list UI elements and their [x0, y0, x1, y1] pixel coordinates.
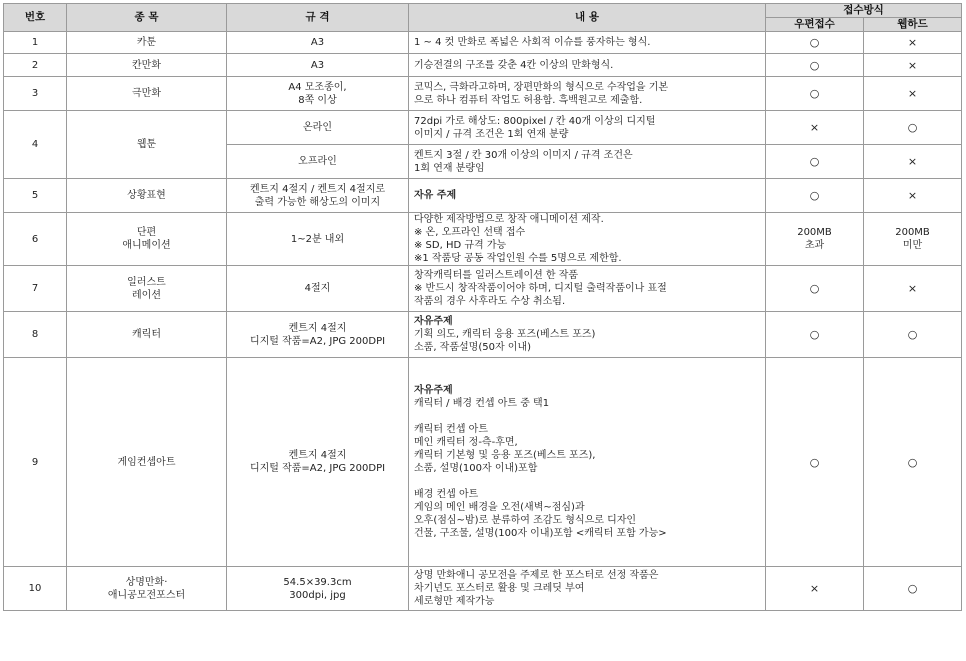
- entry-mail-line: 200MB: [797, 227, 832, 238]
- entry-content-line: 으로 하나 컴퓨터 작업도 허용함. 흑백원고로 제출함.: [414, 94, 643, 106]
- table-row: [4, 312, 962, 358]
- entry-category: [67, 266, 227, 312]
- entry-category-line: 웹툰: [136, 139, 157, 150]
- entry-content-line: 배경 컨셉 아트: [414, 489, 479, 500]
- entry-content-line: ※ 반드시 창작작품이어야 하며, 디지털 출력작품이나 표절: [414, 283, 667, 294]
- entry-mail: [766, 312, 864, 358]
- entry-content: [409, 145, 766, 179]
- entry-mail: [766, 54, 864, 77]
- entry-category-line: 캐릭터: [132, 329, 161, 340]
- table-row: [4, 179, 962, 213]
- entry-webhard: [864, 213, 962, 266]
- entry-webhard: [864, 77, 962, 111]
- entry-content-line: 상명 만화애니 공모전을 주제로 한 포스터로 선정 작품은: [414, 570, 659, 581]
- entry-mail-line: ○: [809, 58, 820, 72]
- entry-content-line: ※1 작품당 공동 작업인원 수를 5명으로 제한함.: [414, 253, 622, 264]
- entry-mail-line: ○: [809, 282, 820, 295]
- entry-category-line: 애니메이션: [122, 240, 171, 251]
- entry-number: 8: [4, 312, 67, 358]
- entry-content-line: 자유주제: [414, 385, 453, 396]
- entry-number: 4: [4, 111, 67, 179]
- entry-webhard-line: ○: [907, 455, 918, 469]
- entry-content-line: 작품의 경우 사후라도 수상 취소됨.: [414, 296, 566, 307]
- entry-spec-line: 디지털 작품=A2, JPG 200DPI: [249, 463, 386, 474]
- entry-mail: [766, 32, 864, 54]
- entry-webhard-line: ×: [907, 58, 918, 72]
- entry-category: [67, 54, 227, 77]
- entry-mail: [766, 111, 864, 145]
- entry-spec: [227, 77, 409, 111]
- entry-number: 1: [4, 32, 67, 54]
- entry-mail: [766, 179, 864, 213]
- entry-mail: [766, 266, 864, 312]
- entry-webhard: [864, 54, 962, 77]
- entry-spec: [227, 358, 409, 567]
- header-category: 종 목: [67, 4, 227, 32]
- entry-mail-line: ○: [809, 189, 820, 202]
- header-webhard: 웹하드: [864, 18, 962, 32]
- entry-webhard-line: ×: [907, 282, 918, 295]
- entry-content-line: 캐릭터 / 배경 컨셉 아트 중 택1: [414, 398, 550, 409]
- entry-content-line: 켄트지 3절 / 칸 30개 이상의 이미지 / 규격 조건은: [414, 149, 633, 161]
- header-submission-method: 접수방식: [766, 4, 962, 18]
- entry-spec-line: 켄트지 4절지: [288, 322, 347, 334]
- entry-content-line: 코믹스, 극화라고하며, 장편만화의 형식으로 수작업을 기본: [414, 81, 669, 93]
- entry-category: [67, 567, 227, 611]
- entry-mail: [766, 77, 864, 111]
- entry-mail: [766, 145, 864, 179]
- entry-content-line: 기획 의도, 캐릭터 응용 포즈(베스트 포즈): [414, 329, 596, 340]
- entry-spec-line: 오프라인: [298, 156, 337, 167]
- entry-category: [67, 111, 227, 179]
- entry-category-line: 애니공모전포스터: [107, 589, 186, 601]
- entry-webhard: [864, 358, 962, 567]
- header-mail: 우편접수: [766, 18, 864, 32]
- entry-webhard: [864, 111, 962, 145]
- entry-number: 9: [4, 358, 67, 567]
- entry-spec: [227, 567, 409, 611]
- entry-spec-line: 4절지: [304, 283, 331, 294]
- entry-spec: [227, 213, 409, 266]
- entry-mail-line: ○: [809, 87, 820, 100]
- entry-category: [67, 32, 227, 54]
- entry-number: 3: [4, 77, 67, 111]
- entry-content: [409, 179, 766, 213]
- entry-category-line: 일러스트: [127, 276, 166, 288]
- entry-webhard: [864, 179, 962, 213]
- entry-number: 2: [4, 54, 67, 77]
- entry-mail-line: ○: [809, 36, 820, 49]
- entry-number: 7: [4, 266, 67, 312]
- table-row: [4, 266, 962, 312]
- entry-spec-line: 디지털 작품=A2, JPG 200DPI: [249, 335, 386, 347]
- entry-content-line: 자유주제: [414, 316, 453, 327]
- entry-category-line: 단편: [136, 227, 157, 238]
- table-body: [4, 32, 962, 611]
- entry-spec-line: 켄트지 4절지 / 켄트지 4절지로: [249, 183, 386, 195]
- entry-spec: [227, 312, 409, 358]
- entry-content-line: 자유 주제: [414, 190, 457, 201]
- entry-category: [67, 179, 227, 213]
- entry-content-line: 차기년도 포스터로 활용 및 크레딧 부여: [414, 583, 585, 594]
- header-number: 번호: [4, 4, 67, 32]
- entry-content-line: [414, 410, 760, 423]
- entry-content-line: 창작캐릭터를 일러스트레이션 한 작품: [414, 270, 579, 281]
- entry-content-line: 캐릭터 컨셉 아트: [414, 424, 488, 435]
- entry-spec: [227, 32, 409, 54]
- entry-mail-line: ○: [809, 155, 820, 168]
- table-row: [4, 32, 962, 54]
- entry-mail-line: ×: [809, 121, 820, 134]
- entry-category: [67, 312, 227, 358]
- entry-spec-line: A4 모조종이,: [288, 81, 347, 93]
- entry-webhard-line: ○: [907, 582, 918, 595]
- entry-content-line: 게임의 메인 배경을 오전(새벽~점심)과: [414, 502, 585, 513]
- entry-content-line: 건물, 구조물, 설명(100자 이내)포함 <캐릭터 포함 가능>: [414, 528, 667, 539]
- entry-content: [409, 567, 766, 611]
- entry-webhard: [864, 567, 962, 611]
- entry-webhard-line: ○: [907, 328, 918, 341]
- entry-content-line: 오후(점심~밤)로 분류하여 조감도 형식으로 디자인: [414, 515, 637, 526]
- table-row: [4, 77, 962, 111]
- entry-mail-line: 초과: [804, 240, 825, 251]
- entry-content-line: 이미지 / 규격 조건은 1회 연재 분량: [414, 128, 569, 140]
- entry-spec: [227, 54, 409, 77]
- entry-spec: [227, 179, 409, 213]
- entry-spec: [227, 111, 409, 145]
- entry-content-line: [414, 475, 760, 488]
- entry-spec-line: 켄트지 4절지: [288, 450, 347, 461]
- entry-number: 10: [4, 567, 67, 611]
- entry-webhard-line: ○: [907, 121, 918, 134]
- entry-mail: [766, 567, 864, 611]
- table-row: [4, 54, 962, 77]
- entry-category-line: 칸만화: [132, 59, 161, 71]
- entry-spec-line: 1~2분 내외: [290, 233, 345, 245]
- entry-webhard-line: ×: [907, 87, 918, 100]
- entry-content-line: 기승전결의 구조를 갖춘 4칸 이상의 만화형식.: [414, 59, 614, 71]
- entry-content-line: ※ SD, HD 규격 가능: [414, 240, 507, 251]
- entry-number: 6: [4, 213, 67, 266]
- entry-content-line: 1회 연재 분량임: [414, 162, 485, 174]
- entry-mail: [766, 358, 864, 567]
- entry-content-line: 1 ~ 4 컷 만화로 폭넓은 사회적 이슈를 풍자하는 형식.: [414, 37, 651, 48]
- entry-content-line: 캐릭터 기본형 및 응용 포즈(베스트 포즈),: [414, 450, 596, 461]
- header-content: 내 용: [409, 4, 766, 32]
- entry-content-line: 세로형만 제작가능: [414, 596, 495, 607]
- entry-spec-line: 300dpi, jpg: [289, 589, 346, 601]
- entry-content-line: 72dpi 가로 해상도: 800pixel / 칸 40개 이상의 디지털: [414, 115, 656, 127]
- entry-content: [409, 266, 766, 312]
- entry-content-line: 다양한 제작방법으로 창작 애니메이션 제작.: [414, 214, 604, 225]
- entry-category-line: 극만화: [132, 88, 161, 99]
- entry-spec: [227, 266, 409, 312]
- entry-spec-line: 54.5×39.3cm: [283, 576, 352, 588]
- entry-content-line: ※ 온, 오프라인 선택 접수: [414, 227, 526, 238]
- entry-category-line: 상황표현: [127, 190, 166, 201]
- entry-mail-line: ○: [809, 328, 820, 341]
- entry-content: [409, 213, 766, 266]
- entry-content-line: 소품, 작품설명(50자 이내): [414, 342, 532, 353]
- table-row: [4, 567, 962, 611]
- table-row: [4, 213, 962, 266]
- entry-mail-line: ×: [809, 582, 820, 595]
- entry-category-line: 게임컨셉아트: [117, 456, 176, 468]
- table-row: [4, 111, 962, 145]
- entry-spec-line: 온라인: [303, 122, 332, 133]
- entry-spec-line: 8쪽 이상: [298, 94, 337, 106]
- entry-spec: [227, 145, 409, 179]
- entry-spec-line: 출력 가능한 해상도의 이미지: [254, 196, 381, 208]
- entry-webhard-line: 미만: [902, 240, 923, 251]
- entry-content: [409, 32, 766, 54]
- entry-webhard: [864, 266, 962, 312]
- table-row: [4, 358, 962, 567]
- entry-mail: [766, 213, 864, 266]
- entry-webhard-line: ×: [907, 189, 918, 202]
- entry-category-line: 상명만화·: [125, 576, 168, 588]
- entry-content-line: 메인 캐릭터 정-측-후면,: [414, 437, 518, 448]
- entry-webhard: [864, 145, 962, 179]
- entry-webhard-line: 200MB: [895, 227, 930, 238]
- entry-content: [409, 312, 766, 358]
- entry-content-line: 소품, 설명(100자 이내)포함: [414, 463, 538, 474]
- entry-spec-line: A3: [310, 59, 325, 71]
- entry-content: [409, 54, 766, 77]
- entry-number: 5: [4, 179, 67, 213]
- entry-spec-line: A3: [310, 37, 325, 48]
- entry-mail-line: ○: [809, 455, 820, 469]
- entry-category: [67, 77, 227, 111]
- header-spec: 규 격: [227, 4, 409, 32]
- entry-category-line: 레이션: [132, 289, 161, 301]
- entry-category: [67, 358, 227, 567]
- contest-spec-table: [3, 3, 962, 611]
- entry-content: [409, 111, 766, 145]
- entry-webhard-line: ×: [907, 155, 918, 168]
- entry-category: [67, 213, 227, 266]
- entry-category-line: 카툰: [136, 37, 157, 48]
- entry-content: [409, 77, 766, 111]
- entry-webhard: [864, 32, 962, 54]
- entry-content: [409, 358, 766, 567]
- entry-webhard: [864, 312, 962, 358]
- entry-webhard-line: ×: [907, 36, 918, 49]
